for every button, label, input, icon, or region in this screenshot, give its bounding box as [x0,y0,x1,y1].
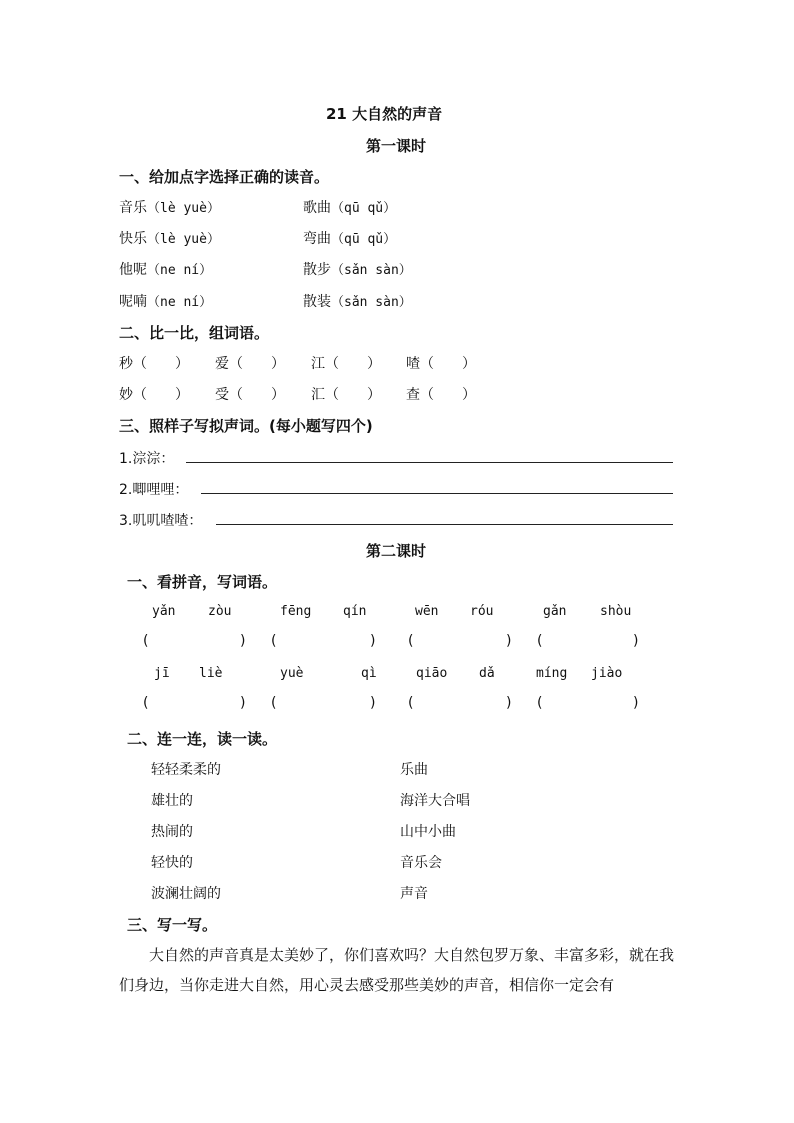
compare-item: 受（ ） [215,387,285,403]
lesson2-section3-title: 三、写一写。 [127,916,218,934]
pronunciation-item [303,291,412,311]
pinyin: zòu [208,604,232,619]
match-right[interactable]: 海洋大合唱 [400,793,470,809]
onomatopoeia-label: 1.淙淙： [119,451,175,467]
options: （sǎn sàn） [331,263,412,278]
match-left[interactable]: 雄壮的 [151,793,193,809]
options: （lè yuè） [147,232,220,247]
answer-bracket[interactable]: ( ) [271,695,376,711]
match-left[interactable]: 波澜壮阔的 [151,886,221,902]
options: （sǎn sàn） [331,295,412,310]
answer-bracket[interactable]: ( ) [143,633,246,649]
pronunciation-item [119,197,220,217]
writing-prompt-paragraph: 大自然的声音真是太美妙了，你们喜欢吗？大自然包罗万象、丰富多彩，就在我们身边，当你走进大自然，用心灵去感受那些美妙的声音，相信你一定会有 [119,946,675,994]
match-left[interactable]: 轻轻柔柔的 [151,762,221,778]
word: 音乐 [119,200,147,216]
answer-bracket[interactable]: ( ) [408,633,512,649]
compare-item: 秒（ ） [119,356,189,372]
section2-title: 二、比一比，组词语。 [119,324,270,342]
pinyin: gǎn [543,604,567,619]
match-right[interactable]: 声音 [400,886,428,902]
lesson2-section1-title: 一、看拼音，写词语。 [127,573,278,591]
pinyin: róu [470,604,494,619]
options: （lè yuè） [147,201,220,216]
lesson1-heading: 第一课时 [366,137,427,155]
options: （qū qǔ） [331,201,397,216]
pinyin: shòu [600,604,632,619]
answer-bracket[interactable]: ( ) [143,695,246,711]
word: 歌曲 [303,200,331,216]
onomatopoeia-label: 2.唧哩哩： [119,482,189,498]
word: 散步 [303,262,331,278]
match-right[interactable]: 山中小曲 [400,824,456,840]
pronunciation-item [303,228,396,248]
pinyin: qiāo [416,666,448,681]
options: （ne ní） [147,263,213,278]
match-left[interactable]: 轻快的 [151,855,193,871]
options: （qū qǔ） [331,232,397,247]
options: （ne ní） [147,295,213,310]
pronunciation-item [119,228,220,248]
word: 散装 [303,294,331,310]
word: 他呢 [119,262,147,278]
pinyin: qì [361,666,377,681]
match-left[interactable]: 热闹的 [151,824,193,840]
pinyin: fēng [280,604,312,619]
answer-bracket[interactable]: ( ) [537,633,639,649]
pinyin: qín [343,604,367,619]
section3-title: 三、照样子写拟声词。(每小题写四个) [119,417,373,435]
pinyin: míng [536,666,568,681]
pronunciation-item [303,197,396,217]
match-right[interactable]: 乐曲 [400,762,428,778]
pinyin: jiào [591,666,623,681]
pinyin: wēn [415,604,439,619]
pronunciation-item [303,259,412,279]
word: 弯曲 [303,231,331,247]
pinyin: dǎ [479,666,495,681]
compare-item: 江（ ） [311,356,381,372]
lesson2-heading: 第二课时 [366,542,427,560]
pinyin: jī [154,666,170,681]
pronunciation-item [119,259,212,279]
section1-title: 一、给加点字选择正确的读音。 [119,168,330,186]
answer-line[interactable] [201,493,673,494]
answer-bracket[interactable]: ( ) [271,633,376,649]
compare-item: 汇（ ） [311,387,381,403]
answer-line[interactable] [186,462,673,463]
page-title: 21 大自然的声音 [326,105,443,123]
pinyin: liè [199,666,223,681]
onomatopoeia-label: 3.叽叽喳喳： [119,513,203,529]
pronunciation-item [119,291,212,311]
answer-line[interactable] [216,524,673,525]
word: 呢喃 [119,294,147,310]
compare-item: 查（ ） [406,387,476,403]
answer-bracket[interactable]: ( ) [537,695,639,711]
match-right[interactable]: 音乐会 [400,855,442,871]
pinyin: yǎn [152,604,176,619]
word: 快乐 [119,231,147,247]
answer-bracket[interactable]: ( ) [408,695,512,711]
lesson2-section2-title: 二、连一连，读一读。 [127,730,278,748]
compare-item: 爱（ ） [215,356,285,372]
pinyin: yuè [280,666,304,681]
compare-item: 喳（ ） [406,356,476,372]
compare-item: 妙（ ） [119,387,189,403]
